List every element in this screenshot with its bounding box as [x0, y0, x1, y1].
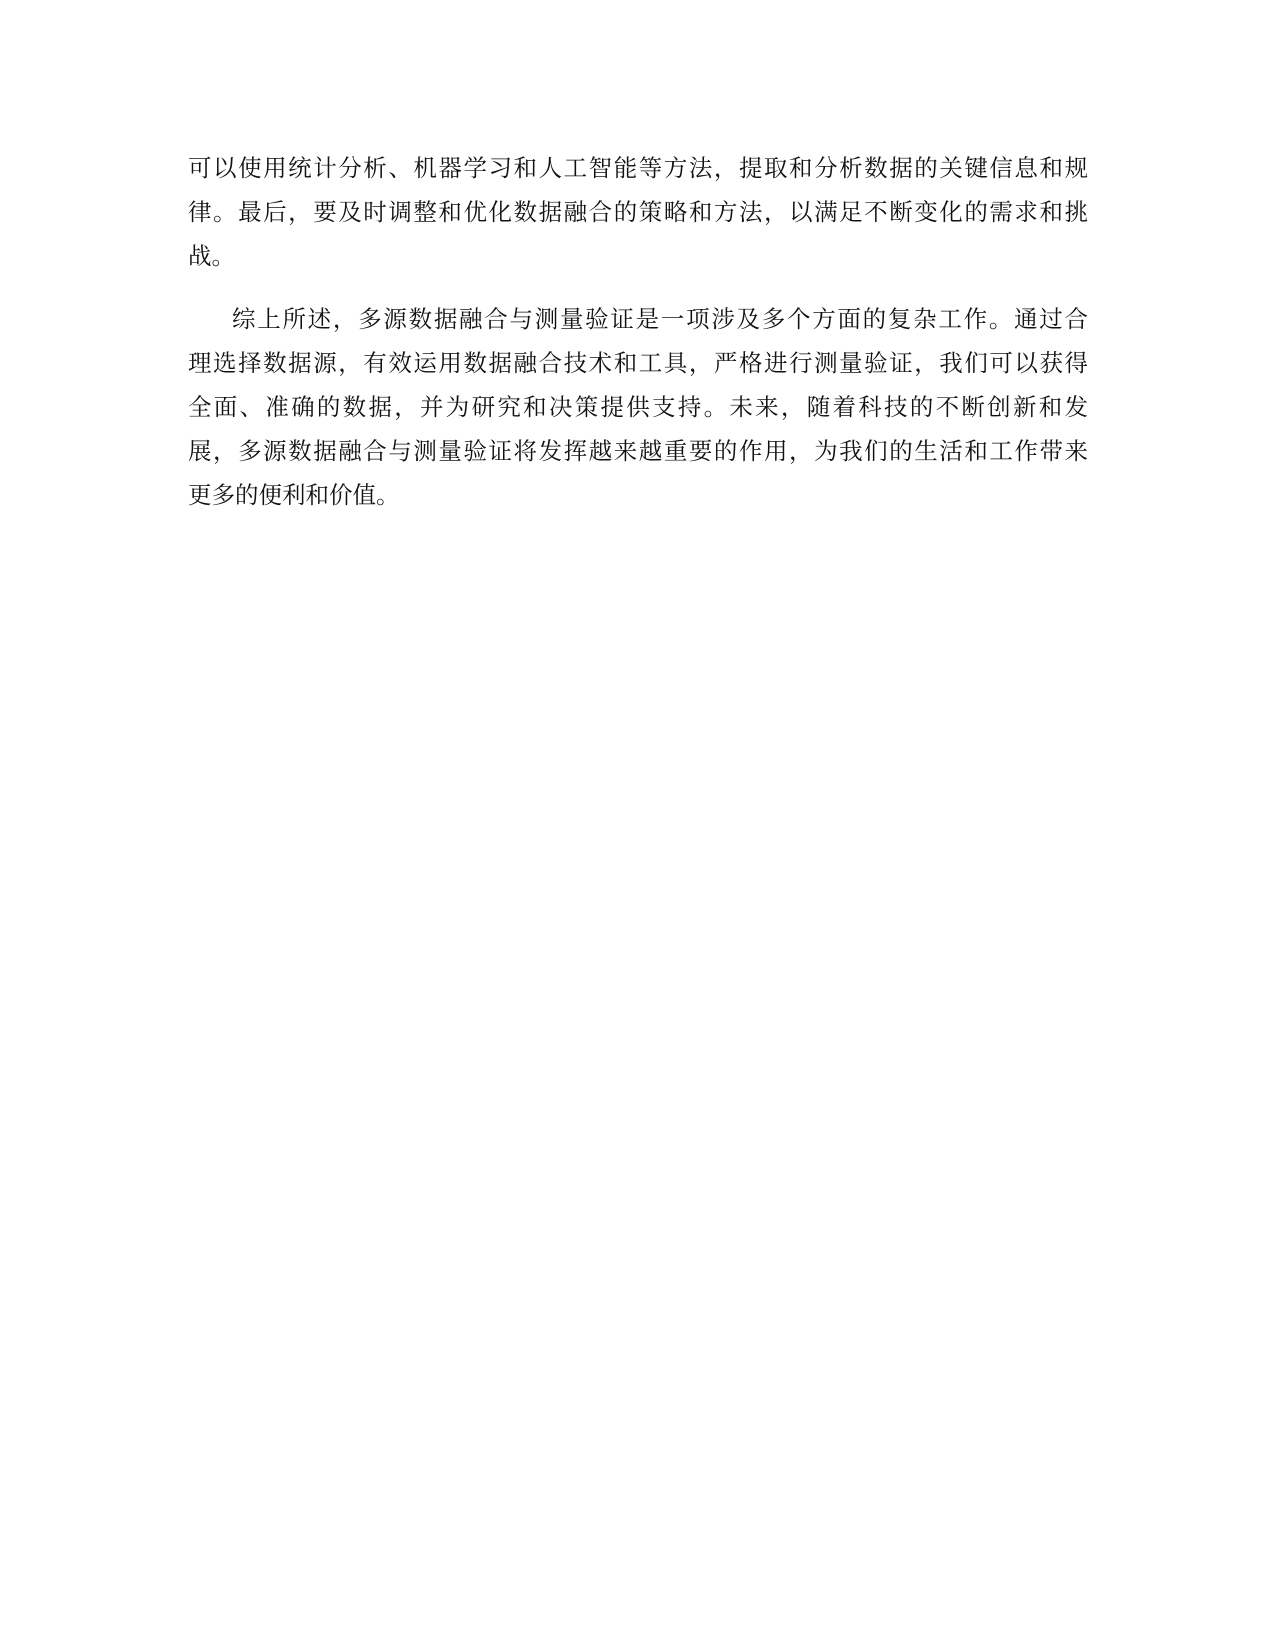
text-line: 综上所述，多源数据融合与测量验证是一项涉及多个方面的复杂工作。通过合 — [232, 305, 1088, 333]
text-line: 律。最后，要及时调整和优化数据融合的策略和方法，以满足不断变化的需求和挑 — [188, 198, 1088, 226]
text-line: 理选择数据源，有效运用数据融合技术和工具，严格进行测量验证，我们可以获得 — [188, 349, 1088, 377]
paragraph-spacer — [188, 278, 1088, 297]
paragraph-2 — [188, 297, 1088, 517]
document-body — [188, 146, 1088, 517]
text-line: 可以使用统计分析、机器学习和人工智能等方法，提取和分析数据的关键信息和规 — [188, 154, 1088, 182]
text-line: 展，多源数据融合与测量验证将发挥越来越重要的作用，为我们的生活和工作带来 — [188, 437, 1088, 465]
text-line: 更多的便利和价值。 — [188, 481, 400, 509]
text-line: 战。 — [188, 242, 235, 270]
text-line: 全面、准确的数据，并为研究和决策提供支持。未来，随着科技的不断创新和发 — [188, 393, 1088, 421]
paragraph-1 — [188, 146, 1088, 278]
